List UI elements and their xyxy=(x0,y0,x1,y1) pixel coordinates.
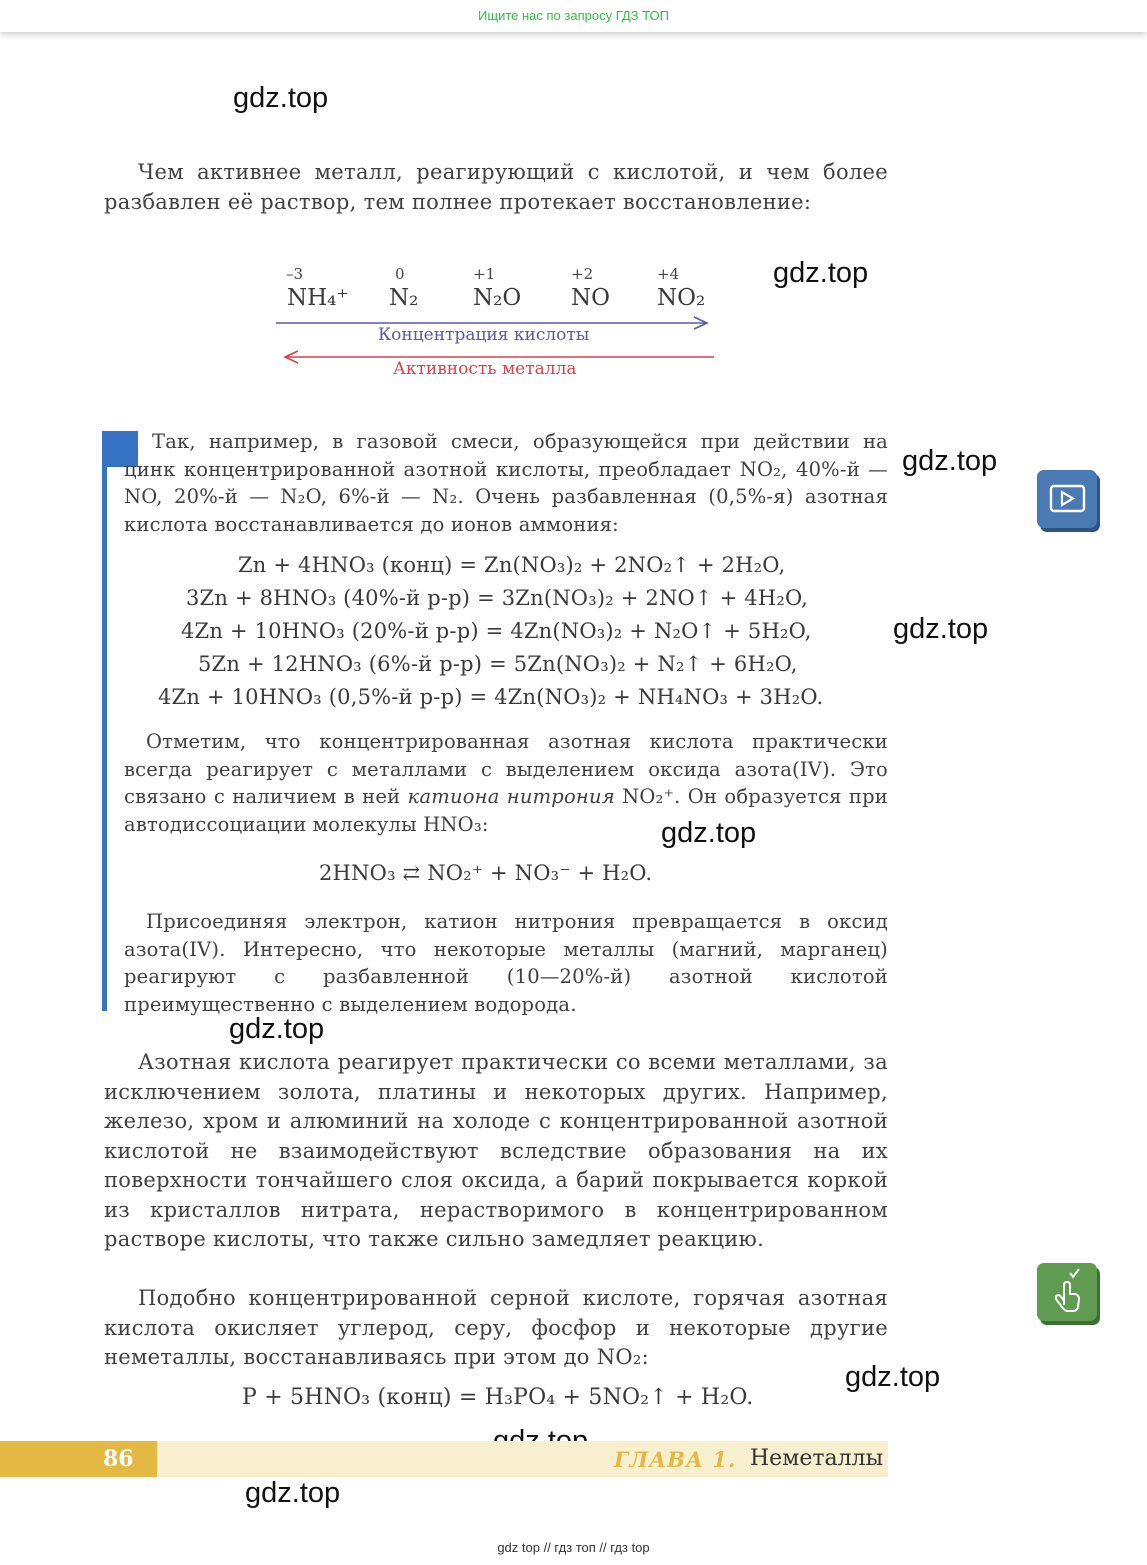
oxidation-state: +4 xyxy=(657,265,680,283)
watermark: gdz.top xyxy=(661,817,757,849)
watermark: gdz.top xyxy=(233,82,329,114)
equilibrium-equation: 2HNO₃ ⇄ NO₂⁺ + NO₃⁻ + H₂O. xyxy=(319,861,653,885)
species: NO₂ xyxy=(657,285,706,311)
video-icon xyxy=(1037,470,1097,528)
watermark: gdz.top xyxy=(902,445,998,477)
species: NH₄⁺ xyxy=(287,285,349,311)
species: N₂ xyxy=(389,285,419,311)
top-banner-text: Ищите нас по запросу ГДЗ ТОП xyxy=(478,8,669,23)
oxidation-state: +1 xyxy=(473,265,496,283)
chapter-label: ГЛАВА 1. xyxy=(614,1447,737,1472)
chapter-title: Неметаллы xyxy=(750,1446,884,1471)
final-equation: P + 5HNO₃ (конц) = H₃PO₄ + 5NO₂↑ + H₂O. xyxy=(242,1385,754,1410)
oxidation-state: +2 xyxy=(571,265,594,283)
equation: 5Zn + 12HNO₃ (6%-й р-р) = 5Zn(NO₃)₂ + N₂↑ + 6H₂O, xyxy=(198,652,798,676)
paragraph-metals: Азотная кислота реагирует практически со всеми металлами, за исключением золота, платины и некоторых других. Например, железо, хром и алюминий на холоде с концентрированной азотной кислотой не взаимодействуют вследствие образования на их поверхности тончайшего слоя оксида, а барий покрывается коркой из кристаллов нитрата, нерастворимого в концентрированном растворе кислоты, что также сильно замедляет реакцию. xyxy=(104,1050,888,1251)
oxidation-state: 0 xyxy=(395,265,405,283)
equation: 3Zn + 8HNO₃ (40%-й р-р) = 3Zn(NO₃)₂ + 2NO↑ + 4H₂O, xyxy=(186,586,809,610)
watermark: gdz.top xyxy=(893,613,989,645)
species: N₂O xyxy=(473,285,522,311)
hand-touch-icon xyxy=(1037,1263,1097,1321)
box-paragraph-1: Так, например, в газовой смеси, образующейся при действии на цинк концентрированной азотной кислоты, преобладает NO₂, 40%-й — NO, 20%-й — N₂O, 6%-й — N₂. Очень разбавленная (0,5%-я) азотная кислота восстанавливается до ионов аммония: xyxy=(124,430,888,536)
equation: 4Zn + 10HNO₃ (20%-й р-р) = 4Zn(NO₃)₂ + N₂O↑ + 5H₂O, xyxy=(181,619,812,643)
watermark: gdz.top xyxy=(229,1013,325,1045)
top-banner xyxy=(0,0,1147,32)
watermark: gdz.top xyxy=(845,1361,941,1393)
box-accent-line xyxy=(102,431,107,1011)
paragraph-nonmetals: Подобно концентрированной серной кислоте, горячая азотная кислота окисляет углерод, серу, фосфор и некоторые другие неметаллы, восстанавливаясь при этом до NO₂: xyxy=(104,1286,888,1369)
bottom-links[interactable]: gdz top // гдз топ // гдз top xyxy=(497,1540,650,1555)
practice-button[interactable] xyxy=(1037,1263,1097,1321)
watermark: gdz.top xyxy=(245,1477,341,1509)
page-number: 86 xyxy=(103,1446,134,1472)
activity-label: Активность металла xyxy=(393,359,577,379)
equation: 4Zn + 10HNO₃ (0,5%-й р-р) = 4Zn(NO₃)₂ + NH₄NO₃ + 3H₂O. xyxy=(158,685,824,709)
equation: Zn + 4HNO₃ (конц) = Zn(NO₃)₂ + 2NO₂↑ + 2H₂O, xyxy=(238,553,786,577)
species: NO xyxy=(571,285,610,311)
paragraph-intro: Чем активнее металл, реагирующий с кислотой, и чем более разбавлен её раствор, тем полнее протекает восстановление: xyxy=(104,160,888,214)
nitronium-term: катиона нитрония xyxy=(407,785,615,808)
box-paragraph-3: Присоединяя электрон, катион нитрония превращается в оксид азота(IV). Интересно, что некоторые металлы (магний, марганец) реагируют с разбавленной (10—20%-й) азотной кислотой преимущественно с выделением водорода. xyxy=(124,910,888,1016)
video-button[interactable] xyxy=(1037,470,1097,528)
box-paragraph-2: Отметим, что концентрированная азотная кислота практически всегда реагирует с металлами с выделением оксида азота(IV). Это связано с наличием в ней катиона нитрония NO₂⁺. Он образуется при автодиссоциации молекулы HNO₃: xyxy=(124,730,888,836)
watermark: gdz.top xyxy=(773,257,869,289)
oxidation-state: –3 xyxy=(286,265,304,283)
concentration-label: Концентрация кислоты xyxy=(378,325,590,345)
